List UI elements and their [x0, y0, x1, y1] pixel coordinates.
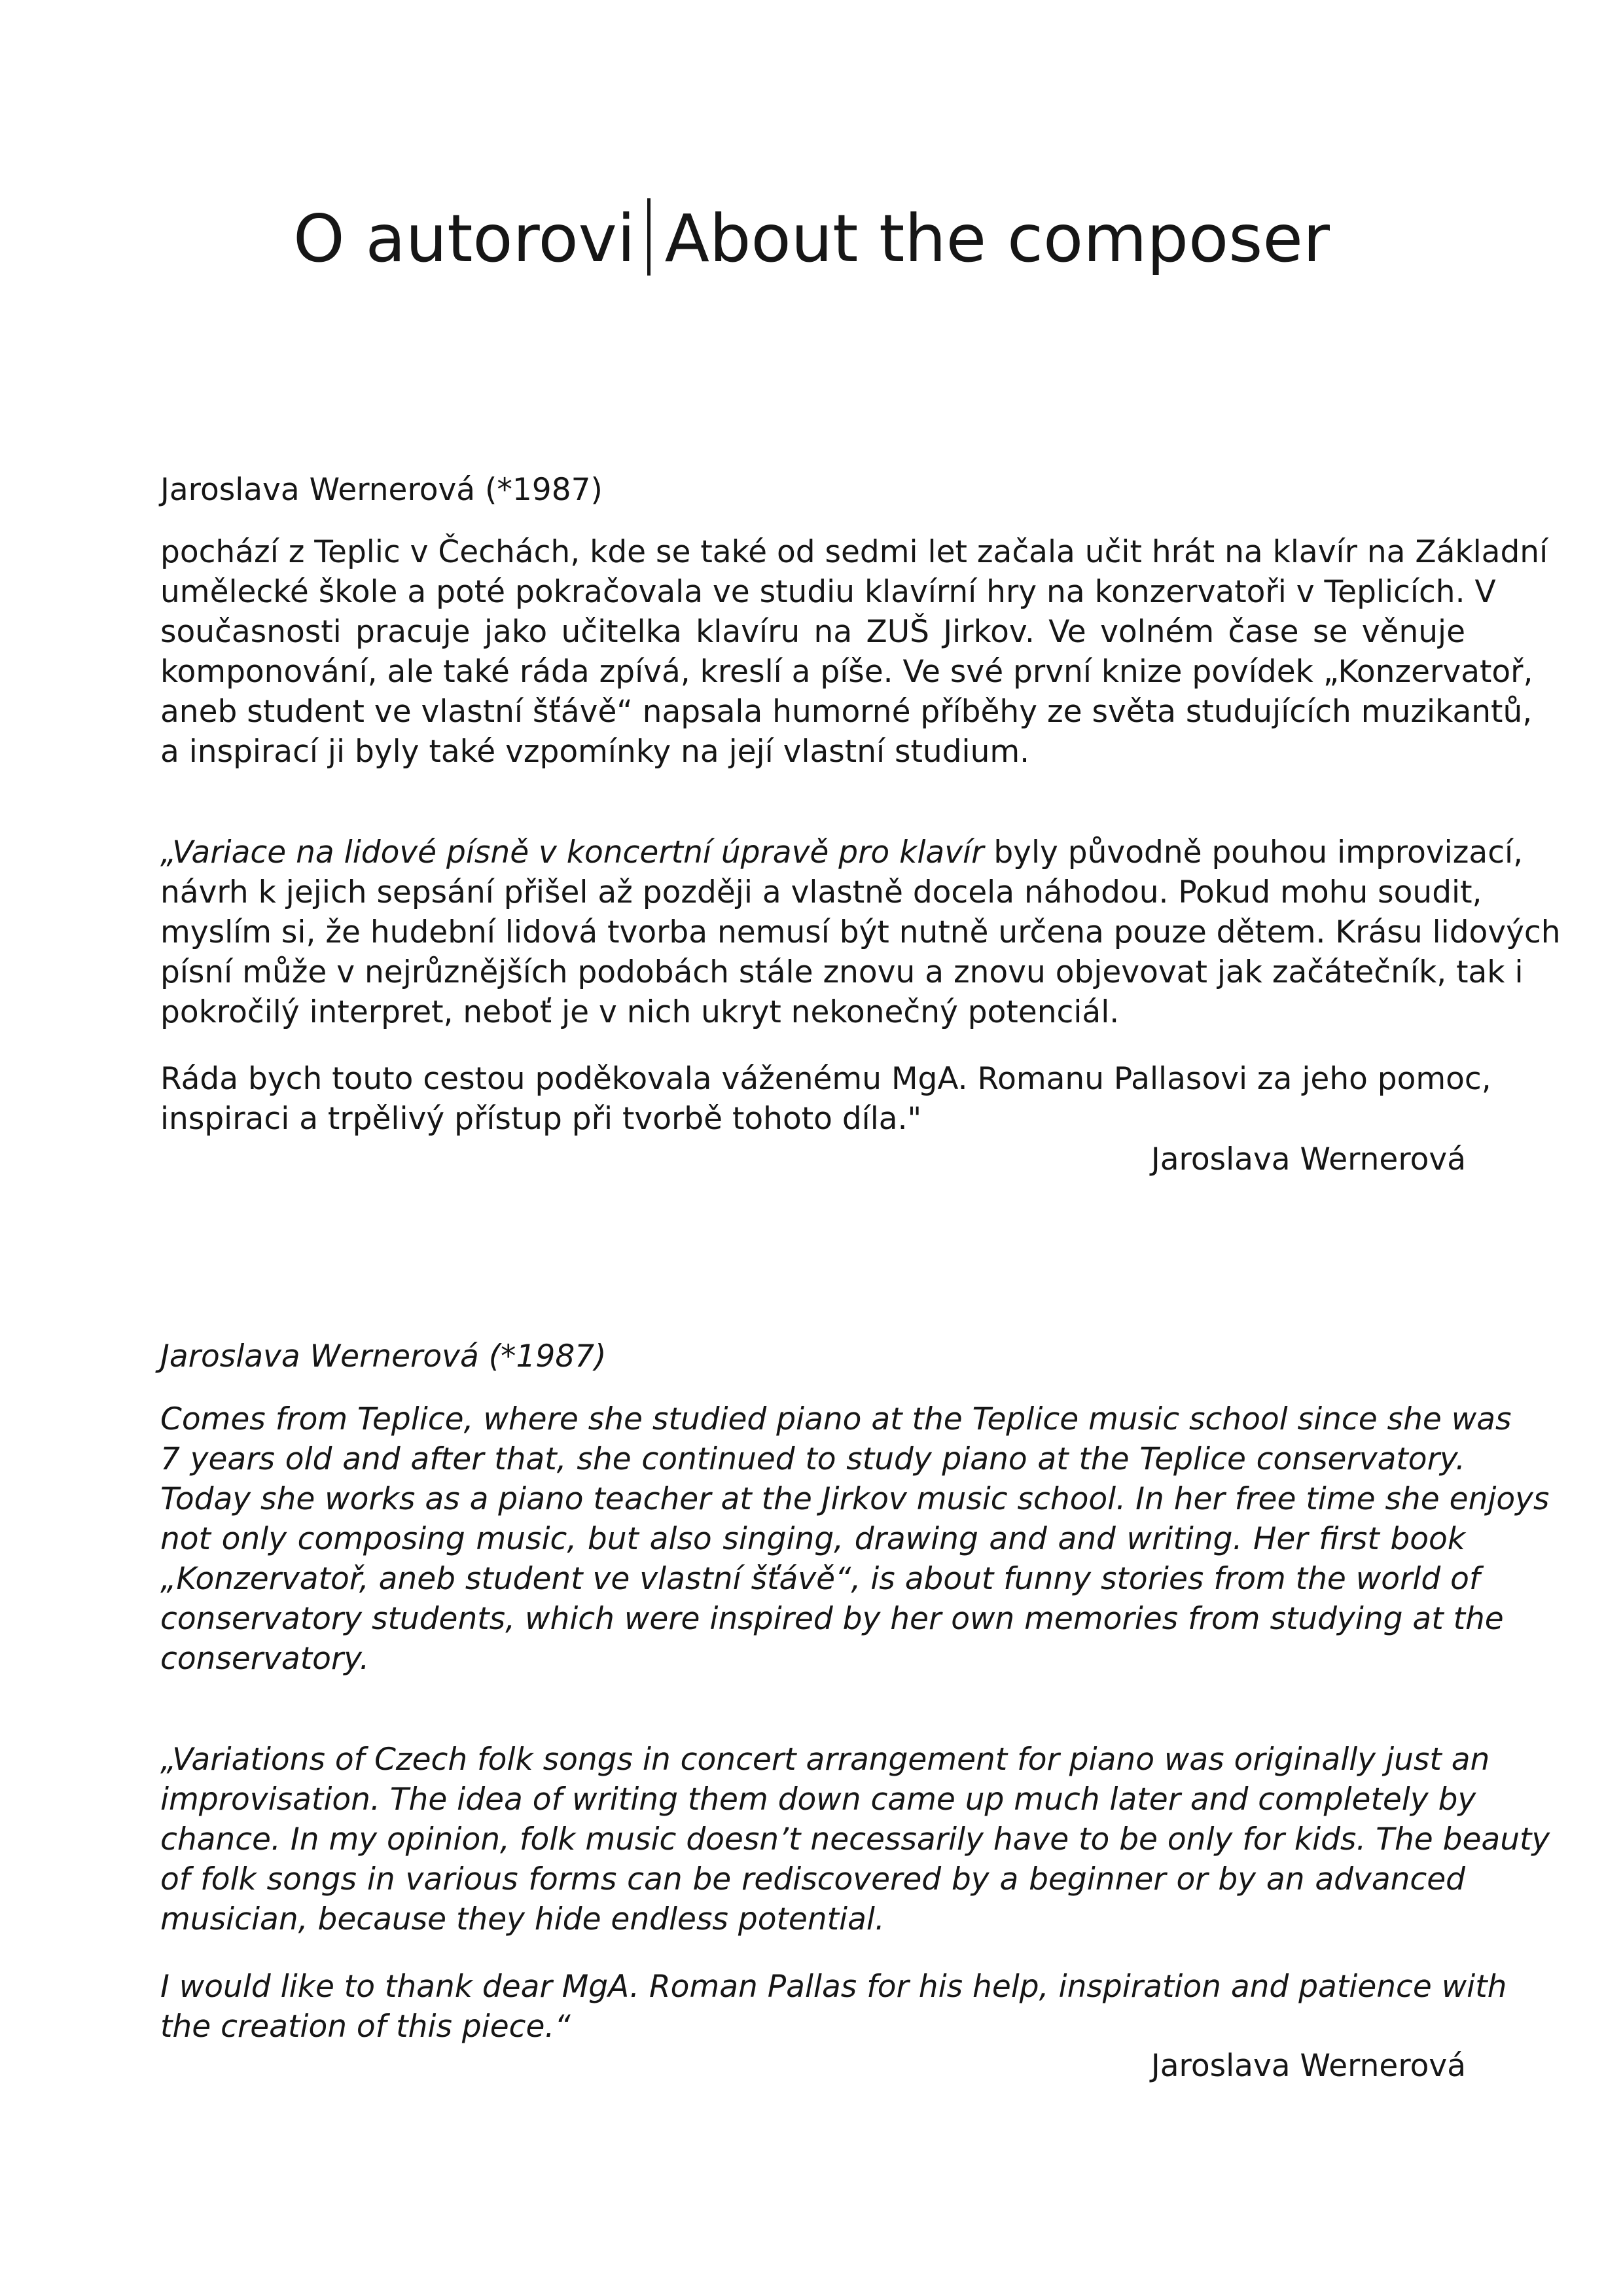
- czech-bio-line: komponování, ale také ráda zpívá, kreslí a píše. Ve své první knize povídek „Konzervatoř,: [160, 654, 1533, 690]
- czech-quote-paragraph: [160, 833, 1561, 1032]
- czech-bio-line: umělecké škole a poté pokračovala ve studiu klavírní hry na konzervatoři v Teplicích. V: [160, 574, 1496, 610]
- czech-thanks-paragraph: [160, 1059, 1491, 1139]
- czech-bio-line: aneb student ve vlastní šťávě“ napsala humorné příběhy ze světa studujících muzikantů,: [160, 694, 1533, 730]
- english-quote-paragraph: [160, 1740, 1550, 1939]
- english-quote-line: of folk songs in various forms can be rediscovered by a beginner or by an advanced: [160, 1861, 1465, 1897]
- english-bio-line: conservatory.: [160, 1641, 370, 1677]
- english-heading: Jaroslava Wernerová (*1987): [160, 1338, 607, 1374]
- english-bio-paragraph: [160, 1399, 1550, 1679]
- czech-quote-line: [160, 833, 1524, 872]
- title-czech: O autorovi: [293, 200, 635, 277]
- czech-work-title: „Variace na lidové písně v koncertní úpravě pro klavír: [160, 834, 984, 870]
- english-bio-line: Today she works as a piano teacher at the Jirkov music school. In her free time she enjoys: [160, 1481, 1550, 1517]
- english-thanks-paragraph: [160, 1967, 1507, 2047]
- english-bio-line: conservatory students, which were inspired by her own memories from studying at the: [160, 1601, 1504, 1637]
- english-bio-line: Comes from Teplice, where she studied piano at the Teplice music school since she was: [160, 1401, 1512, 1437]
- english-bio-line: „Konzervatoř, aneb student ve vlastní šťávě“, is about funny stories from the world of: [160, 1561, 1480, 1597]
- czech-bio-paragraph: [160, 532, 1548, 772]
- czech-quote-line: pokročilý interpret, neboť je v nich ukryt nekonečný potenciál.: [160, 994, 1120, 1030]
- english-thanks-line: the creation of this piece.“: [160, 2009, 571, 2045]
- czech-bio-line: pochází z Teplic v Čechách, kde se také od sedmi let začala učit hrát na klavír na Základní: [160, 534, 1548, 570]
- czech-bio-line: a inspirací ji byly také vzpomínky na její vlastní studium.: [160, 734, 1030, 770]
- czech-quote-line-rest: byly původně pouhou improvizací,: [984, 834, 1524, 870]
- english-signature: Jaroslava Wernerová: [1150, 2048, 1466, 2084]
- czech-thanks-line: Ráda bych touto cestou poděkovala váženému MgA. Romanu Pallasovi za jeho pomoc,: [160, 1061, 1491, 1097]
- czech-quote-line: návrh k jejich sepsání přišel až později a vlastně docela náhodou. Pokud mohu soudit,: [160, 874, 1482, 910]
- czech-quote-line: písní může v nejrůznějších podobách stále znovu a znovu objevovat jak začátečník, tak i: [160, 954, 1524, 990]
- czech-thanks-line: inspiraci a trpělivý přístup při tvorbě tohoto díla.": [160, 1101, 922, 1137]
- english-quote-line: improvisation. The idea of writing them down came up much later and completely by: [160, 1782, 1476, 1818]
- page-title: [0, 196, 1623, 281]
- english-quote-line: chance. In my opinion, folk music doesn’t necessarily have to be only for kids. The beauty: [160, 1821, 1550, 1857]
- title-separator: [647, 198, 651, 276]
- english-bio-line: 7 years old and after that, she continued to study piano at the Teplice conservatory.: [160, 1441, 1465, 1477]
- english-quote-line: musician, because they hide endless potential.: [160, 1901, 885, 1937]
- english-bio-line: not only composing music, but also singing, drawing and and writing. Her first book: [160, 1521, 1465, 1557]
- english-quote-line: „Variations of Czech folk songs in concert arrangement for piano was originally just an: [160, 1742, 1490, 1778]
- czech-bio-line: současnosti pracuje jako učitelka klavíru na ZUŠ Jirkov. Ve volném čase se věnuje: [160, 614, 1465, 650]
- czech-heading: Jaroslava Wernerová (*1987): [160, 472, 603, 508]
- english-thanks-line: I would like to thank dear MgA. Roman Pallas for his help, inspiration and patience with: [160, 1969, 1507, 2005]
- czech-signature: Jaroslava Wernerová: [1150, 1141, 1466, 1177]
- czech-quote-line: myslím si, že hudební lidová tvorba nemusí být nutně určena pouze dětem. Krásu lidových: [160, 914, 1561, 950]
- title-english: About the composer: [664, 200, 1330, 277]
